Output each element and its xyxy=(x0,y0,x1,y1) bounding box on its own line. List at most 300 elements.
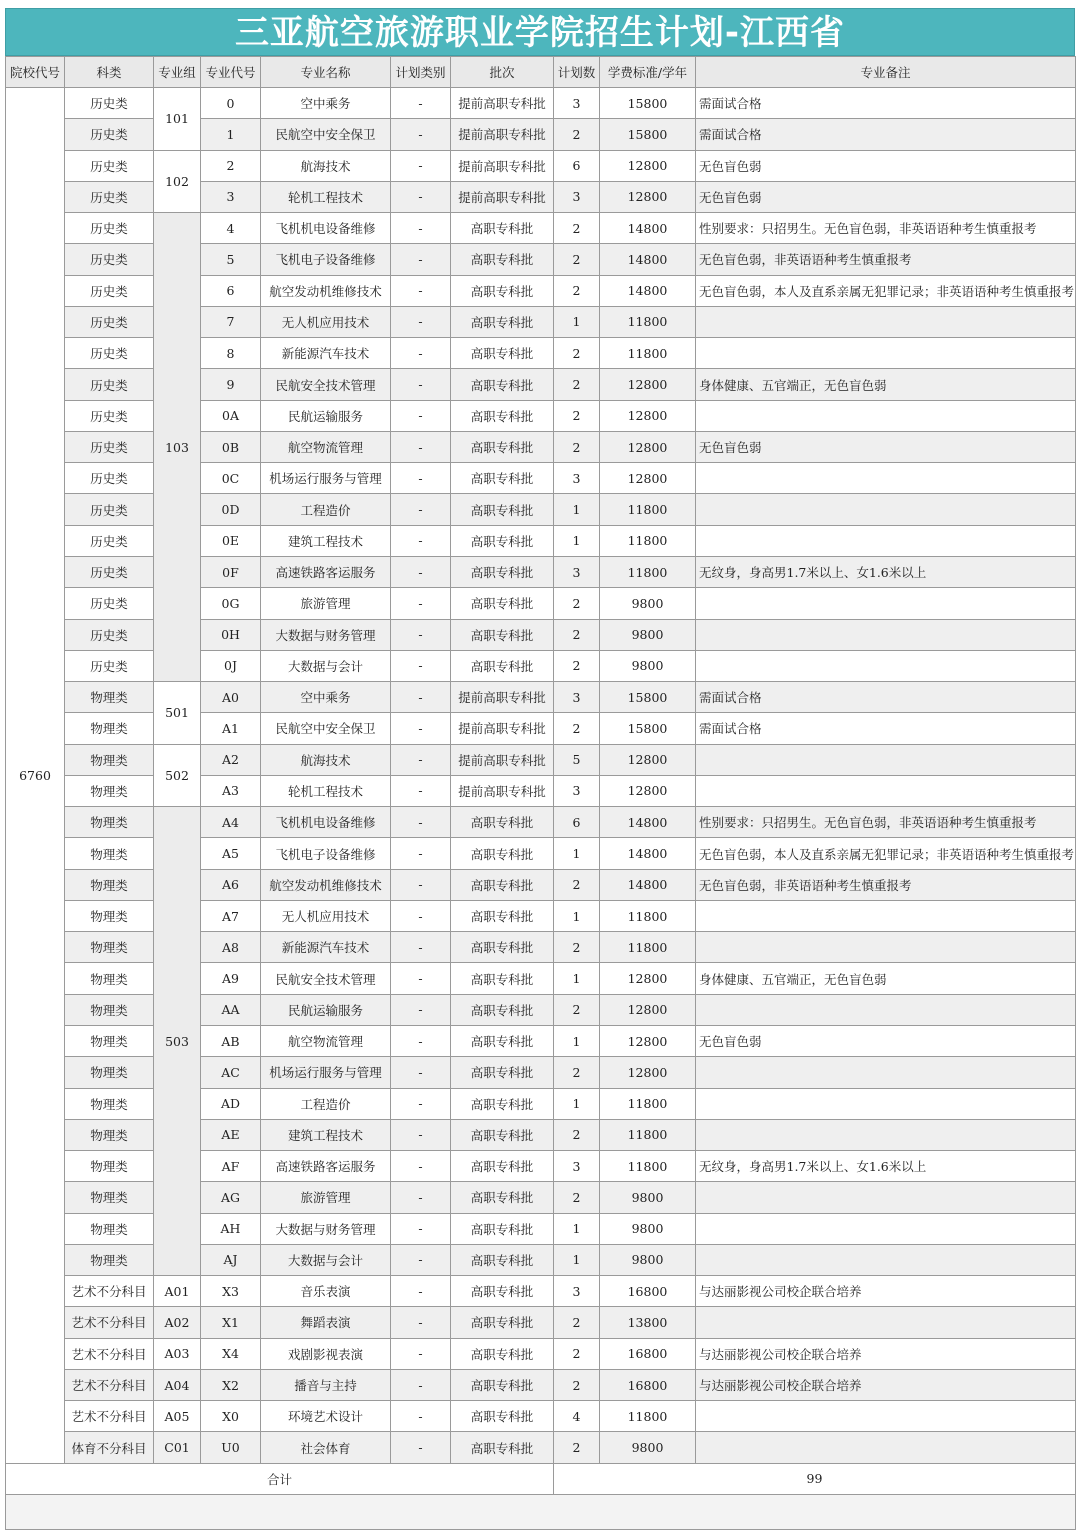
tuition-cell: 9800 xyxy=(600,650,696,681)
tuition-cell: 11800 xyxy=(600,1088,696,1119)
major-code-cell: A8 xyxy=(201,932,261,963)
table-row xyxy=(6,1369,1076,1400)
batch-cell: 高职专科批 xyxy=(451,556,554,587)
major-name-cell: 民航安全技术管理 xyxy=(261,369,391,400)
major-name-cell: 旅游管理 xyxy=(261,1182,391,1213)
major-code-cell: AD xyxy=(201,1088,261,1119)
plan-type-cell: - xyxy=(391,1244,451,1275)
major-name-cell: 飞机机电设备维修 xyxy=(261,807,391,838)
major-code-cell: AC xyxy=(201,1057,261,1088)
remark-cell xyxy=(696,1088,1076,1119)
tuition-cell: 11800 xyxy=(600,1119,696,1150)
plan-type-cell: - xyxy=(391,994,451,1025)
subject-cell: 物理类 xyxy=(65,1057,154,1088)
remark-cell xyxy=(696,588,1076,619)
major-code-cell: 0B xyxy=(201,431,261,462)
subject-cell: 物理类 xyxy=(65,682,154,713)
batch-cell: 提前高职专科批 xyxy=(451,181,554,212)
subject-cell: 物理类 xyxy=(65,775,154,806)
batch-cell: 高职专科批 xyxy=(451,463,554,494)
remark-cell: 与达丽影视公司校企联合培养 xyxy=(696,1369,1076,1400)
batch-cell: 高职专科批 xyxy=(451,838,554,869)
total-row xyxy=(6,1463,1076,1494)
tuition-cell: 12800 xyxy=(600,150,696,181)
major-name-cell: 空中乘务 xyxy=(261,682,391,713)
batch-cell: 高职专科批 xyxy=(451,963,554,994)
group-cell: 501 xyxy=(154,682,201,745)
plan-count-cell: 2 xyxy=(554,619,600,650)
plan-type-cell: - xyxy=(391,275,451,306)
remark-cell xyxy=(696,1401,1076,1432)
major-code-cell: AG xyxy=(201,1182,261,1213)
group-cell: C01 xyxy=(154,1432,201,1463)
major-name-cell: 机场运行服务与管理 xyxy=(261,1057,391,1088)
tuition-cell: 11800 xyxy=(600,1151,696,1182)
tuition-cell: 11800 xyxy=(600,556,696,587)
major-name-cell: 建筑工程技术 xyxy=(261,525,391,556)
plan-type-cell: - xyxy=(391,463,451,494)
plan-type-cell: - xyxy=(391,744,451,775)
plan-count-cell: 2 xyxy=(554,1338,600,1369)
header-plan-type: 计划类别 xyxy=(391,57,451,88)
tuition-cell: 12800 xyxy=(600,744,696,775)
tuition-cell: 12800 xyxy=(600,431,696,462)
major-name-cell: 民航安全技术管理 xyxy=(261,963,391,994)
remark-cell xyxy=(696,994,1076,1025)
tuition-cell: 12800 xyxy=(600,181,696,212)
plan-type-cell: - xyxy=(391,1432,451,1463)
group-cell: A01 xyxy=(154,1276,201,1307)
subject-cell: 历史类 xyxy=(65,431,154,462)
plan-type-cell: - xyxy=(391,963,451,994)
batch-cell: 高职专科批 xyxy=(451,275,554,306)
tuition-cell: 11800 xyxy=(600,900,696,931)
header-remark: 专业备注 xyxy=(696,57,1076,88)
plan-type-cell: - xyxy=(391,838,451,869)
remark-cell xyxy=(696,1432,1076,1463)
subject-cell: 历史类 xyxy=(65,525,154,556)
plan-count-cell: 3 xyxy=(554,1151,600,1182)
plan-count-cell: 3 xyxy=(554,88,600,119)
subject-cell: 物理类 xyxy=(65,1088,154,1119)
batch-cell: 高职专科批 xyxy=(451,494,554,525)
table-row xyxy=(6,1401,1076,1432)
batch-cell: 高职专科批 xyxy=(451,525,554,556)
tuition-cell: 12800 xyxy=(600,994,696,1025)
remark-cell: 无色盲色弱，本人及直系亲属无犯罪记录；非英语语种考生慎重报考 xyxy=(696,275,1076,306)
tuition-cell: 14800 xyxy=(600,807,696,838)
remark-cell: 无色盲色弱 xyxy=(696,1025,1076,1056)
group-cell: 503 xyxy=(154,807,201,1276)
subject-cell: 物理类 xyxy=(65,1119,154,1150)
tuition-cell: 15800 xyxy=(600,119,696,150)
tuition-cell: 9800 xyxy=(600,588,696,619)
major-code-cell: A5 xyxy=(201,838,261,869)
major-name-cell: 航海技术 xyxy=(261,744,391,775)
subject-cell: 历史类 xyxy=(65,150,154,181)
header-subject: 科类 xyxy=(65,57,154,88)
major-name-cell: 工程造价 xyxy=(261,494,391,525)
plan-count-cell: 1 xyxy=(554,1088,600,1119)
major-name-cell: 民航运输服务 xyxy=(261,400,391,431)
major-code-cell: 9 xyxy=(201,369,261,400)
plan-count-cell: 2 xyxy=(554,713,600,744)
major-code-cell: 8 xyxy=(201,338,261,369)
subject-cell: 物理类 xyxy=(65,1244,154,1275)
group-cell: 102 xyxy=(154,150,201,213)
subject-cell: 艺术不分科目 xyxy=(65,1276,154,1307)
subject-cell: 历史类 xyxy=(65,88,154,119)
tuition-cell: 14800 xyxy=(600,869,696,900)
plan-type-cell: - xyxy=(391,1182,451,1213)
remark-cell: 无色盲色弱 xyxy=(696,431,1076,462)
group-cell: A03 xyxy=(154,1338,201,1369)
plan-type-cell: - xyxy=(391,556,451,587)
batch-cell: 高职专科批 xyxy=(451,1338,554,1369)
plan-count-cell: 1 xyxy=(554,494,600,525)
major-code-cell: 0J xyxy=(201,650,261,681)
plan-type-cell: - xyxy=(391,932,451,963)
plan-count-cell: 3 xyxy=(554,463,600,494)
major-name-cell: 大数据与会计 xyxy=(261,1244,391,1275)
plan-type-cell: - xyxy=(391,244,451,275)
tuition-cell: 12800 xyxy=(600,775,696,806)
batch-cell: 高职专科批 xyxy=(451,431,554,462)
tuition-cell: 11800 xyxy=(600,494,696,525)
plan-count-cell: 3 xyxy=(554,181,600,212)
batch-cell: 高职专科批 xyxy=(451,994,554,1025)
tuition-cell: 15800 xyxy=(600,713,696,744)
table-row xyxy=(6,807,1076,838)
major-code-cell: 0E xyxy=(201,525,261,556)
plan-type-cell: - xyxy=(391,1119,451,1150)
batch-cell: 高职专科批 xyxy=(451,213,554,244)
school-code-cell: 6760 xyxy=(6,88,65,1464)
tuition-cell: 15800 xyxy=(600,682,696,713)
remark-cell: 身体健康、五官端正，无色盲色弱 xyxy=(696,963,1076,994)
plan-count-cell: 1 xyxy=(554,900,600,931)
plan-count-cell: 4 xyxy=(554,1401,600,1432)
plan-count-cell: 2 xyxy=(554,431,600,462)
major-code-cell: 0 xyxy=(201,88,261,119)
remark-cell: 无色盲色弱 xyxy=(696,150,1076,181)
blank-footer-row xyxy=(6,1494,1076,1529)
batch-cell: 高职专科批 xyxy=(451,1182,554,1213)
plan-type-cell: - xyxy=(391,1307,451,1338)
plan-count-cell: 2 xyxy=(554,400,600,431)
major-code-cell: A6 xyxy=(201,869,261,900)
subject-cell: 艺术不分科目 xyxy=(65,1369,154,1400)
remark-cell: 无色盲色弱 xyxy=(696,181,1076,212)
major-name-cell: 航空物流管理 xyxy=(261,431,391,462)
table-body xyxy=(6,88,1076,1464)
remark-cell xyxy=(696,1213,1076,1244)
remark-cell: 身体健康、五官端正，无色盲色弱 xyxy=(696,369,1076,400)
major-code-cell: X0 xyxy=(201,1401,261,1432)
major-name-cell: 无人机应用技术 xyxy=(261,900,391,931)
plan-type-cell: - xyxy=(391,306,451,337)
subject-cell: 物理类 xyxy=(65,932,154,963)
subject-cell: 体育不分科目 xyxy=(65,1432,154,1463)
major-name-cell: 航空物流管理 xyxy=(261,1025,391,1056)
remark-cell xyxy=(696,1182,1076,1213)
subject-cell: 历史类 xyxy=(65,244,154,275)
group-cell: 103 xyxy=(154,213,201,682)
plan-type-cell: - xyxy=(391,338,451,369)
batch-cell: 高职专科批 xyxy=(451,338,554,369)
plan-count-cell: 2 xyxy=(554,932,600,963)
remark-cell xyxy=(696,619,1076,650)
tuition-cell: 16800 xyxy=(600,1276,696,1307)
subject-cell: 物理类 xyxy=(65,1213,154,1244)
major-code-cell: A0 xyxy=(201,682,261,713)
subject-cell: 历史类 xyxy=(65,650,154,681)
table-row xyxy=(6,1307,1076,1338)
major-code-cell: AA xyxy=(201,994,261,1025)
plan-type-cell: - xyxy=(391,1213,451,1244)
plan-count-cell: 2 xyxy=(554,1057,600,1088)
remark-cell xyxy=(696,463,1076,494)
subject-cell: 物理类 xyxy=(65,963,154,994)
batch-cell: 高职专科批 xyxy=(451,900,554,931)
subject-cell: 物理类 xyxy=(65,807,154,838)
plan-type-cell: - xyxy=(391,713,451,744)
plan-count-cell: 2 xyxy=(554,869,600,900)
major-name-cell: 飞机机电设备维修 xyxy=(261,213,391,244)
remark-cell: 性别要求：只招男生。无色盲色弱，非英语语种考生慎重报考 xyxy=(696,807,1076,838)
table-row xyxy=(6,1432,1076,1463)
page-title: 三亚航空旅游职业学院招生计划-江西省 xyxy=(5,8,1075,56)
major-code-cell: 0H xyxy=(201,619,261,650)
subject-cell: 艺术不分科目 xyxy=(65,1401,154,1432)
group-cell: A02 xyxy=(154,1307,201,1338)
remark-cell: 无纹身，身高男1.7米以上、女1.6米以上 xyxy=(696,1151,1076,1182)
major-code-cell: 5 xyxy=(201,244,261,275)
plan-type-cell: - xyxy=(391,588,451,619)
remark-cell: 需面试合格 xyxy=(696,682,1076,713)
plan-type-cell: - xyxy=(391,1025,451,1056)
tuition-cell: 14800 xyxy=(600,213,696,244)
subject-cell: 艺术不分科目 xyxy=(65,1338,154,1369)
tuition-cell: 12800 xyxy=(600,1057,696,1088)
plan-type-cell: - xyxy=(391,1088,451,1119)
major-code-cell: AH xyxy=(201,1213,261,1244)
major-code-cell: 0D xyxy=(201,494,261,525)
plan-type-cell: - xyxy=(391,650,451,681)
tuition-cell: 11800 xyxy=(600,932,696,963)
tuition-cell: 15800 xyxy=(600,88,696,119)
batch-cell: 提前高职专科批 xyxy=(451,119,554,150)
subject-cell: 历史类 xyxy=(65,275,154,306)
plan-type-cell: - xyxy=(391,525,451,556)
plan-count-cell: 2 xyxy=(554,244,600,275)
batch-cell: 高职专科批 xyxy=(451,244,554,275)
header-tuition: 学费标准/学年 xyxy=(600,57,696,88)
plan-type-cell: - xyxy=(391,900,451,931)
batch-cell: 高职专科批 xyxy=(451,1088,554,1119)
tuition-cell: 16800 xyxy=(600,1369,696,1400)
major-name-cell: 无人机应用技术 xyxy=(261,306,391,337)
plan-count-cell: 2 xyxy=(554,1307,600,1338)
major-code-cell: 1 xyxy=(201,119,261,150)
plan-type-cell: - xyxy=(391,1151,451,1182)
plan-type-cell: - xyxy=(391,619,451,650)
plan-count-cell: 2 xyxy=(554,650,600,681)
batch-cell: 高职专科批 xyxy=(451,650,554,681)
plan-type-cell: - xyxy=(391,431,451,462)
major-name-cell: 大数据与财务管理 xyxy=(261,1213,391,1244)
subject-cell: 历史类 xyxy=(65,463,154,494)
batch-cell: 高职专科批 xyxy=(451,932,554,963)
plan-type-cell: - xyxy=(391,213,451,244)
tuition-cell: 9800 xyxy=(600,1213,696,1244)
major-name-cell: 旅游管理 xyxy=(261,588,391,619)
group-cell: 502 xyxy=(154,744,201,807)
remark-cell xyxy=(696,932,1076,963)
major-code-cell: X2 xyxy=(201,1369,261,1400)
major-name-cell: 民航空中安全保卫 xyxy=(261,713,391,744)
batch-cell: 高职专科批 xyxy=(451,869,554,900)
batch-cell: 高职专科批 xyxy=(451,306,554,337)
plan-type-cell: - xyxy=(391,869,451,900)
plan-type-cell: - xyxy=(391,1401,451,1432)
remark-cell xyxy=(696,306,1076,337)
major-name-cell: 民航运输服务 xyxy=(261,994,391,1025)
batch-cell: 高职专科批 xyxy=(451,400,554,431)
remark-cell xyxy=(696,1057,1076,1088)
plan-count-cell: 2 xyxy=(554,1119,600,1150)
major-code-cell: 0F xyxy=(201,556,261,587)
tuition-cell: 9800 xyxy=(600,1432,696,1463)
batch-cell: 高职专科批 xyxy=(451,1432,554,1463)
major-name-cell: 飞机电子设备维修 xyxy=(261,244,391,275)
major-name-cell: 空中乘务 xyxy=(261,88,391,119)
enrollment-table xyxy=(5,56,1076,1530)
major-name-cell: 工程造价 xyxy=(261,1088,391,1119)
major-code-cell: 4 xyxy=(201,213,261,244)
batch-cell: 高职专科批 xyxy=(451,807,554,838)
group-cell: A04 xyxy=(154,1369,201,1400)
remark-cell: 与达丽影视公司校企联合培养 xyxy=(696,1276,1076,1307)
major-code-cell: 0G xyxy=(201,588,261,619)
plan-type-cell: - xyxy=(391,682,451,713)
tuition-cell: 11800 xyxy=(600,525,696,556)
plan-count-cell: 3 xyxy=(554,556,600,587)
major-name-cell: 新能源汽车技术 xyxy=(261,338,391,369)
plan-count-cell: 3 xyxy=(554,1276,600,1307)
subject-cell: 物理类 xyxy=(65,713,154,744)
plan-count-cell: 2 xyxy=(554,119,600,150)
group-cell: 101 xyxy=(154,88,201,151)
table-row xyxy=(6,213,1076,244)
total-value: 99 xyxy=(554,1463,1076,1494)
enrollment-plan-sheet xyxy=(5,8,1075,1530)
plan-count-cell: 2 xyxy=(554,213,600,244)
remark-cell xyxy=(696,744,1076,775)
subject-cell: 历史类 xyxy=(65,556,154,587)
plan-count-cell: 6 xyxy=(554,807,600,838)
batch-cell: 高职专科批 xyxy=(451,1119,554,1150)
major-code-cell: X3 xyxy=(201,1276,261,1307)
tuition-cell: 12800 xyxy=(600,400,696,431)
remark-cell xyxy=(696,494,1076,525)
subject-cell: 历史类 xyxy=(65,588,154,619)
subject-cell: 物理类 xyxy=(65,1182,154,1213)
major-code-cell: U0 xyxy=(201,1432,261,1463)
batch-cell: 高职专科批 xyxy=(451,1151,554,1182)
batch-cell: 高职专科批 xyxy=(451,1369,554,1400)
tuition-cell: 12800 xyxy=(600,463,696,494)
remark-cell xyxy=(696,400,1076,431)
plan-count-cell: 2 xyxy=(554,588,600,619)
subject-cell: 历史类 xyxy=(65,306,154,337)
plan-count-cell: 3 xyxy=(554,775,600,806)
tuition-cell: 13800 xyxy=(600,1307,696,1338)
plan-type-cell: - xyxy=(391,807,451,838)
plan-count-cell: 1 xyxy=(554,1025,600,1056)
subject-cell: 历史类 xyxy=(65,494,154,525)
table-row xyxy=(6,150,1076,181)
subject-cell: 历史类 xyxy=(65,619,154,650)
major-name-cell: 大数据与财务管理 xyxy=(261,619,391,650)
major-name-cell: 航空发动机维修技术 xyxy=(261,275,391,306)
major-name-cell: 戏剧影视表演 xyxy=(261,1338,391,1369)
major-code-cell: 6 xyxy=(201,275,261,306)
batch-cell: 提前高职专科批 xyxy=(451,150,554,181)
plan-type-cell: - xyxy=(391,494,451,525)
batch-cell: 高职专科批 xyxy=(451,369,554,400)
subject-cell: 物理类 xyxy=(65,869,154,900)
batch-cell: 高职专科批 xyxy=(451,619,554,650)
plan-count-cell: 2 xyxy=(554,1432,600,1463)
plan-count-cell: 2 xyxy=(554,369,600,400)
major-name-cell: 新能源汽车技术 xyxy=(261,932,391,963)
batch-cell: 高职专科批 xyxy=(451,588,554,619)
plan-count-cell: 1 xyxy=(554,1244,600,1275)
subject-cell: 物理类 xyxy=(65,994,154,1025)
major-name-cell: 音乐表演 xyxy=(261,1276,391,1307)
major-name-cell: 播音与主持 xyxy=(261,1369,391,1400)
major-name-cell: 民航空中安全保卫 xyxy=(261,119,391,150)
major-name-cell: 建筑工程技术 xyxy=(261,1119,391,1150)
plan-type-cell: - xyxy=(391,369,451,400)
header-school-code: 院校代号 xyxy=(6,57,65,88)
remark-cell xyxy=(696,900,1076,931)
major-code-cell: AE xyxy=(201,1119,261,1150)
plan-count-cell: 1 xyxy=(554,1213,600,1244)
subject-cell: 历史类 xyxy=(65,338,154,369)
batch-cell: 高职专科批 xyxy=(451,1057,554,1088)
plan-count-cell: 1 xyxy=(554,838,600,869)
plan-type-cell: - xyxy=(391,1338,451,1369)
plan-type-cell: - xyxy=(391,150,451,181)
group-cell: A05 xyxy=(154,1401,201,1432)
remark-cell: 需面试合格 xyxy=(696,119,1076,150)
tuition-cell: 9800 xyxy=(600,1244,696,1275)
subject-cell: 物理类 xyxy=(65,900,154,931)
remark-cell xyxy=(696,1244,1076,1275)
plan-type-cell: - xyxy=(391,1276,451,1307)
remark-cell: 无色盲色弱，非英语语种考生慎重报考 xyxy=(696,869,1076,900)
major-name-cell: 高速铁路客运服务 xyxy=(261,556,391,587)
plan-count-cell: 2 xyxy=(554,1182,600,1213)
plan-count-cell: 2 xyxy=(554,1369,600,1400)
remark-cell xyxy=(696,1307,1076,1338)
total-label: 合计 xyxy=(6,1463,554,1494)
plan-count-cell: 1 xyxy=(554,306,600,337)
major-name-cell: 高速铁路客运服务 xyxy=(261,1151,391,1182)
plan-type-cell: - xyxy=(391,775,451,806)
